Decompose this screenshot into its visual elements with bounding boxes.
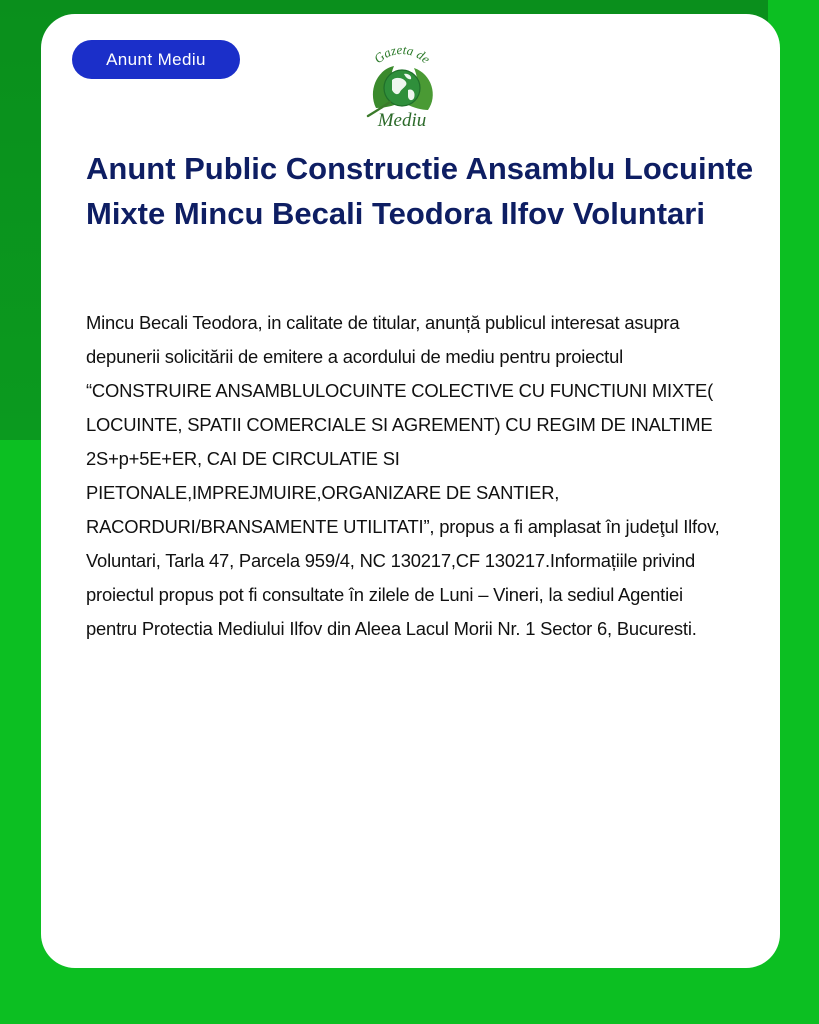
logo	[354, 36, 450, 132]
article-body: Mincu Becali Teodora, in calitate de titular, anunță publicul interesat asupra depunerii solicitării de emitere a acordului de mediu pentru proiectul “CONSTRUIRE ANSAMBLULOCUINTE COLECTIVE CU FUNCTIUNI MIXTE( LOCUINTE, SPATII COMERCIALE SI AGREMENT) CU REGIM DE INALTIME 2S+p+5E+ER, CAI DE CIRCULATIE SI PIETONALE,IMPREJMUIRE,ORGANIZARE DE SANTIER, RACORDURI/BRANSAMENTE UTILITATI”, propus a fi amplasat în judeţul Ilfov, Voluntari, Tarla 47, Parcela 959/4, NC 130217,CF 130217.Informațiile privind proiectul propus pot fi consultate în zilele de Luni – Vineri, la sediul Agentiei pentru Protectia Mediului Ilfov din Aleea Lacul Morii Nr. 1 Sector 6, Bucuresti.	[86, 312, 720, 639]
globe-leaf-icon	[354, 36, 450, 132]
category-badge-label: Anunt Mediu	[106, 49, 206, 69]
svg-text:Gazeta de	[371, 42, 434, 67]
logo-text-bottom: Mediu	[377, 110, 427, 131]
article-title: Anunt Public Constructie Ansamblu Locuinte Mixte Mincu Becali Teodora Ilfov Voluntari	[86, 151, 754, 231]
logo-text-top: Gazeta de	[370, 41, 434, 67]
category-badge[interactable]	[72, 40, 240, 79]
